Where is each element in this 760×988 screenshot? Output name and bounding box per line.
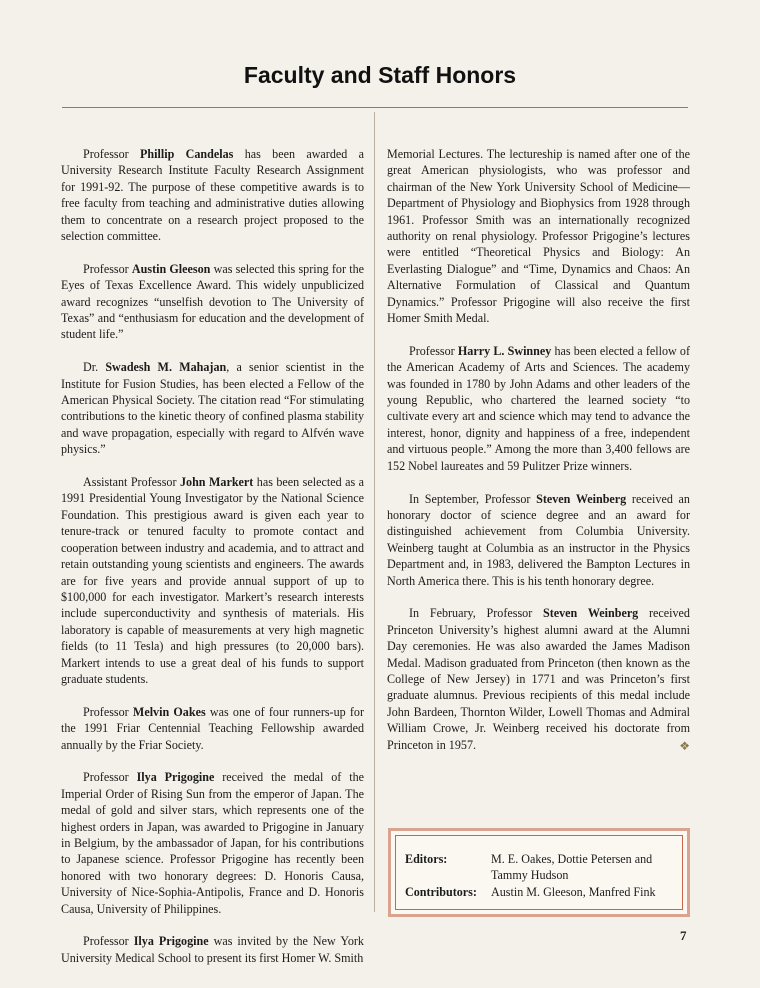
contributors-row (405, 884, 674, 900)
right-column (387, 146, 690, 769)
paragraph-oakes: Professor Melvin Oakes was one of four runners-up for the 1991 Friar Centennial Teaching Fellowship awarded annually by the Friar Society. (61, 704, 364, 752)
honoree-name: Swadesh M. Mahajan (105, 360, 227, 375)
honoree-name: Austin Gleeson (131, 261, 211, 276)
paragraph-swinney: Professor Harry L. Swinney has been elected a fellow of the American Academy of Arts and Sciences. The academy was founded in 1780 by John Adams and other leaders of the young Republic, who chartered the learned society “to cultivate every art and science which may tend to advance the interest, honor, dignity and happiness of a free, independent and virtuous people.” Among the more than 3,400 fellows are 152 Nobel laureates and 59 Pulitzer Prize winners. (387, 343, 690, 473)
editors-value: M. E. Oakes, Dottie Petersen and Tammy Hudson (491, 852, 653, 883)
column-divider (374, 112, 375, 912)
honoree-name: Phillip Candelas (140, 147, 234, 161)
credits-box (388, 828, 690, 917)
page-number: 7 (680, 928, 687, 943)
honoree-name: Steven Weinberg (543, 606, 639, 621)
honoree-name: Ilya Prigogine (136, 770, 215, 785)
editors-row (405, 851, 674, 884)
paragraph-weinberg-columbia: In September, Professor Steven Weinberg received an honorary doctor of science degree and an award for distinguished achievement from Columbia University. Weinberg taught at Columbia as an instructor in the Physics Department and, in 1983, delivered the Bampton Lectures in North America there. This is his tenth honorary degree. (387, 491, 690, 588)
credits-inner (395, 835, 683, 910)
paragraph-markert: Assistant Professor John Markert has been selected as a 1991 Presidential Young Investigator by the National Science Foundation. This prestigious award is given each year to tenure-track or tenured faculty to promote contact and cooperation between industry and academia, and to attract and retain outstanding young scientists and engineers. The awards are for five years and provide annual support of up to $100,000 for each investigator. Markert’s research interests include superconductivity and synthesis of materials. His laboratory is capable of measurements at very high magnetic fields (to 11 Tesla) and high pressures (to 20,000 bars). Markert intends to use a great deal of his funds to support graduate students. (61, 475, 364, 686)
paragraph-gleeson: Professor Austin Gleeson was selected this spring for the Eyes of Texas Excellence Award. This widely unpublicized award recognizes “unselfish devotion to The University of Texas” and “enthusiasm for education and the development of student life.” (61, 261, 364, 342)
honoree-name: Harry L. Swinney (457, 343, 552, 358)
honoree-name: John Markert (179, 475, 254, 490)
honoree-name: Ilya Prigogine (133, 934, 209, 949)
contributors-label: Contributors: (405, 884, 477, 899)
paragraph-prigogine-lectures: Professor Ilya Prigogine was invited by the New York University Medical School to present its first Homer W. Smith (61, 934, 364, 965)
paragraph-continuation: Memorial Lectures. The lectureship is named after one of the great American physiologists, who was professor and chairman of the New York University School of Medicine—Department of Physiology and Biophysics from 1928 through 1961. Professor Smith was an internationally recognized authority on renal physiology. Professor Prigogine’s lectures were entitled “Theoretical Physics and Biology: An Everlasting Dialogue” and “Time, Dynamics and Chaos: An Alternative Formulation of Classical and Quantum Dynamics.” Professor Prigogine will also receive the first Homer Smith Medal. (387, 147, 690, 326)
left-column (61, 146, 364, 983)
paragraph-weinberg-princeton: In February, Professor Steven Weinberg received Princeton University’s highest alumni award at the Alumni Day ceremonies. He was also awarded the James Madison Medal. Madison graduated from Princeton (then known as the College of New Jersey) in 1771 and was Princeton’s first graduate alumnus. Previous recipients of this medal include John Bardeen, Thornton Wilder, Lowell Thomas and Admiral William Crowe, Jr. Weinberg received his doctorate from Princeton in 1957. ❖ (387, 606, 690, 753)
paragraph-candelas: Professor Phillip Candelas has been awarded a University Research Institute Faculty Research Assignment for 1991-92. The purpose of these competitive awards is to free faculty from teaching and administrative duties allowing them to concentrate on a research project proposed to the selection committee. (61, 147, 364, 244)
page-title: Faculty and Staff Honors (243, 62, 517, 88)
honoree-name: Melvin Oakes (132, 704, 206, 719)
end-of-article-icon: ❖ (679, 738, 690, 753)
editors-label: Editors: (405, 852, 448, 866)
honoree-name: Steven Weinberg (536, 491, 627, 506)
title-rule (62, 107, 688, 108)
paragraph-mahajan: Dr. Swadesh M. Mahajan, a senior scientist in the Institute for Fusion Studies, has been elected a Fellow of the American Physical Society. The citation read “For stimulating contributions to the kinetic theory of confined plasma stability and wave propagation, especially with regard to Alfvén wave physics.” (61, 360, 364, 457)
paragraph-prigogine-medal: Professor Ilya Prigogine received the medal of the Imperial Order of Rising Sun from the emperor of Japan. The medal of gold and silver stars, which represents one of the highest orders in Japan, was awarded to Prigogine in January in Belgium, by the ambassador of Japan, for his contributions to Japanese science. Professor Prigogine has recently been honored with two honorary degrees: D. Honoris Causa, University of Nice-Sophia-Antipolis, France and D. Honoris Causa, University of Philippines. (61, 770, 364, 916)
contributors-value: Austin M. Gleeson, Manfred Fink (491, 884, 656, 899)
